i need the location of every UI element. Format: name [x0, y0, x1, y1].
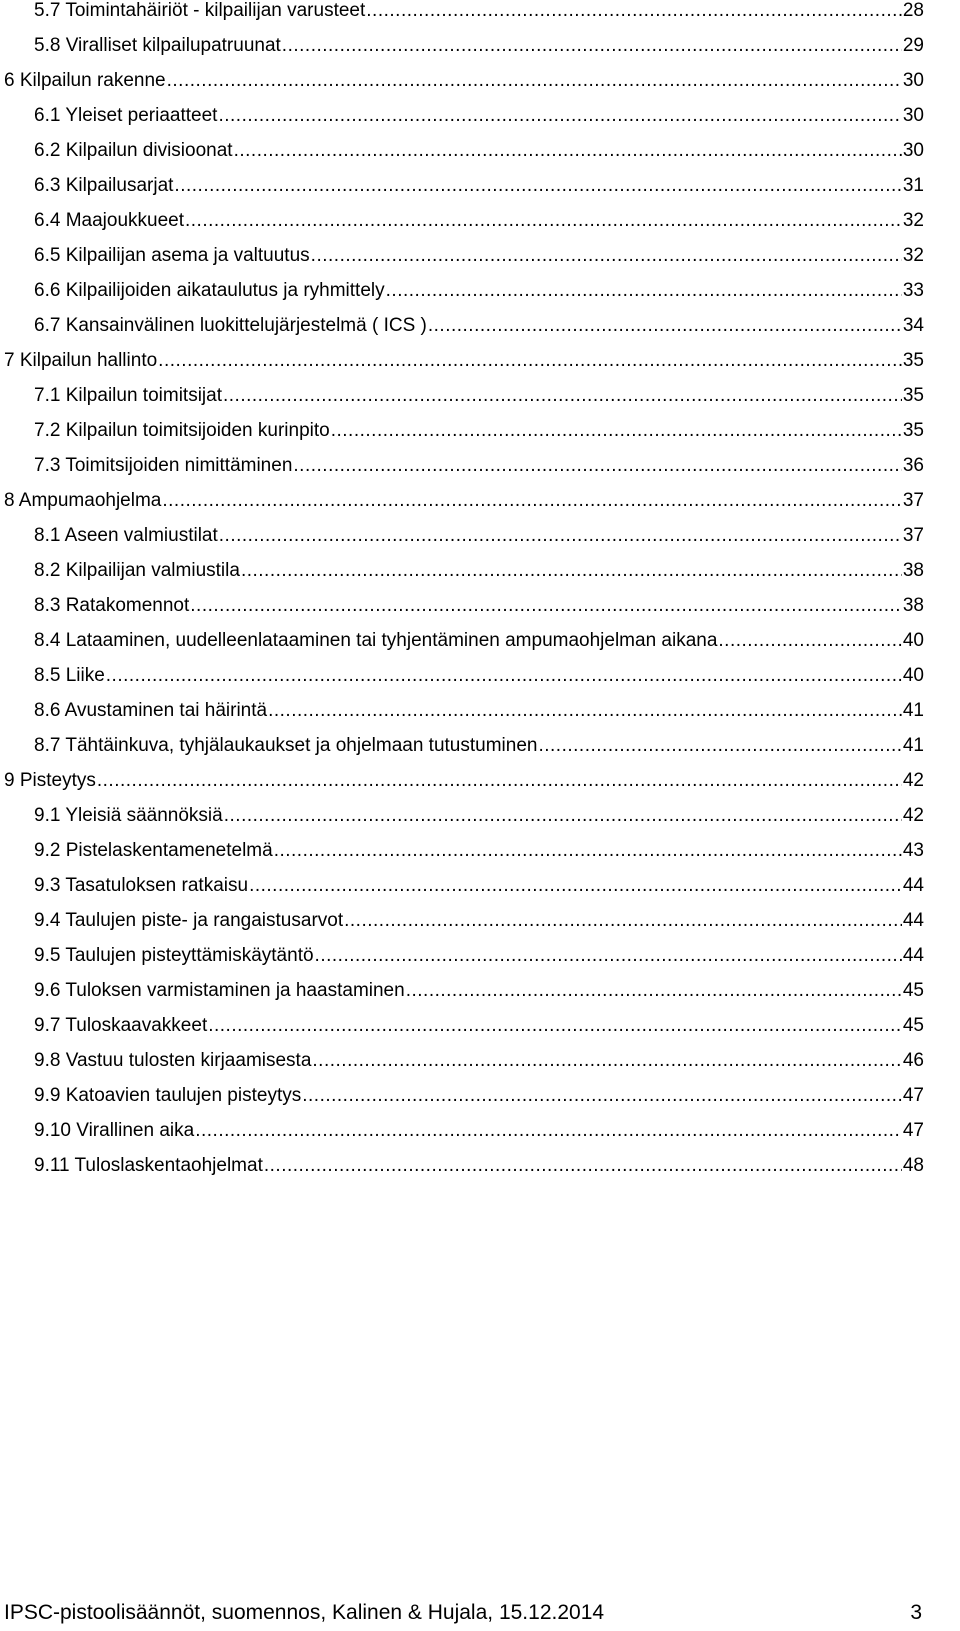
- footer-page-number: 3: [910, 1601, 922, 1624]
- toc-entry[interactable]: [4, 735, 924, 770]
- toc-entry-title: 9.10 Virallinen aika: [34, 1120, 195, 1141]
- toc-entry-title: 6.3 Kilpailusarjat: [34, 175, 174, 196]
- toc-entry[interactable]: [4, 1085, 924, 1120]
- toc-dot-leader: [312, 1050, 901, 1072]
- toc-dot-leader: [158, 350, 902, 372]
- toc-entry-title: 8.7 Tähtäinkuva, tyhjälaukaukset ja ohjelmaan tutustuminen: [34, 735, 538, 756]
- toc-entry-page-number: 35: [902, 420, 924, 441]
- toc-entry-title: 9.11 Tuloslaskentaohjelmat: [34, 1155, 263, 1176]
- toc-entry-title: 5.8 Viralliset kilpailupatruunat: [34, 35, 281, 56]
- toc-entry-title: 6.7 Kansainvälinen luokittelujärjestelmä ( ICS ): [34, 315, 427, 336]
- toc-dot-leader: [274, 840, 902, 862]
- footer-text: IPSC-pistoolisäännöt, suomennos, Kalinen & Hujala, 15.12.2014: [4, 1601, 605, 1624]
- toc-entry-title: 7 Kilpailun hallinto: [4, 350, 158, 371]
- toc-entry-page-number: 35: [902, 350, 924, 371]
- toc-entry-page-number: 44: [902, 875, 924, 896]
- toc-entry[interactable]: [4, 980, 924, 1015]
- toc-dot-leader: [241, 560, 902, 582]
- toc-entry[interactable]: [4, 490, 924, 525]
- toc-entry[interactable]: [4, 1015, 924, 1050]
- toc-entry-page-number: 30: [902, 70, 924, 91]
- toc-entry-title: 8.3 Ratakomennot: [34, 595, 190, 616]
- toc-entry[interactable]: [4, 665, 924, 700]
- toc-entry-title: 9.9 Katoavien taulujen pisteytys: [34, 1085, 302, 1106]
- toc-dot-leader: [223, 385, 902, 407]
- toc-entry-title: 9.3 Tasatuloksen ratkaisu: [34, 875, 249, 896]
- toc-dot-leader: [264, 1155, 902, 1177]
- toc-entry-page-number: 41: [902, 700, 924, 721]
- toc-entry-page-number: 44: [902, 945, 924, 966]
- toc-dot-leader: [97, 770, 902, 792]
- toc-dot-leader: [302, 1085, 902, 1107]
- toc-entry[interactable]: [4, 420, 924, 455]
- toc-entry-title: 9.7 Tuloskaavakkeet: [34, 1015, 208, 1036]
- toc-entry-title: 6.5 Kilpailijan asema ja valtuutus: [34, 245, 310, 266]
- toc-entry-page-number: 45: [902, 980, 924, 1001]
- toc-entry-page-number: 43: [902, 840, 924, 861]
- toc-entry[interactable]: [4, 1120, 924, 1155]
- toc-entry-title: 5.7 Toimintahäiriöt - kilpailijan varusteet: [34, 0, 366, 21]
- toc-entry-page-number: 44: [902, 910, 924, 931]
- toc-dot-leader: [195, 1120, 902, 1142]
- toc-dot-leader: [538, 735, 901, 757]
- toc-dot-leader: [311, 245, 902, 267]
- toc-entry-title: 7.2 Kilpailun toimitsijoiden kurinpito: [34, 420, 330, 441]
- toc-entry-title: 8.1 Aseen valmiustilat: [34, 525, 218, 546]
- toc-entry-title: 9.4 Taulujen piste- ja rangaistusarvot: [34, 910, 344, 931]
- toc-entry-title: 8.5 Liike: [34, 665, 105, 686]
- table-of-contents: [4, 0, 924, 1190]
- toc-entry-title: 9.2 Pistelaskentamenetelmä: [34, 840, 273, 861]
- toc-entry[interactable]: [4, 630, 924, 665]
- toc-entry-title: 8.2 Kilpailijan valmiustila: [34, 560, 240, 581]
- toc-dot-leader: [282, 35, 902, 57]
- toc-dot-leader: [224, 805, 902, 827]
- toc-dot-leader: [293, 455, 901, 477]
- toc-entry[interactable]: [4, 910, 924, 945]
- toc-entry-page-number: 35: [902, 385, 924, 406]
- toc-entry-title: 8 Ampumaohjelma: [4, 490, 162, 511]
- toc-entry-page-number: 38: [902, 595, 924, 616]
- toc-entry-page-number: 32: [902, 245, 924, 266]
- toc-entry[interactable]: [4, 560, 924, 595]
- toc-entry[interactable]: [4, 595, 924, 630]
- toc-dot-leader: [406, 980, 902, 1002]
- toc-entry-page-number: 32: [902, 210, 924, 231]
- toc-entry-page-number: 36: [902, 455, 924, 476]
- toc-entry-title: 8.4 Lataaminen, uudelleenlataaminen tai tyhjentäminen ampumaohjelman aikana: [34, 630, 718, 651]
- toc-dot-leader: [249, 875, 902, 897]
- toc-dot-leader: [185, 210, 902, 232]
- toc-entry-page-number: 40: [902, 665, 924, 686]
- toc-entry[interactable]: [4, 35, 924, 70]
- toc-entry-title: 6.2 Kilpailun divisioonat: [34, 140, 233, 161]
- toc-entry-title: 9.8 Vastuu tulosten kirjaamisesta: [34, 1050, 312, 1071]
- page-footer: [4, 1601, 922, 1625]
- toc-dot-leader: [219, 525, 902, 547]
- toc-dot-leader: [344, 910, 902, 932]
- toc-entry[interactable]: [4, 805, 924, 840]
- toc-entry-page-number: 37: [902, 525, 924, 546]
- toc-entry[interactable]: [4, 140, 924, 175]
- toc-dot-leader: [174, 175, 901, 197]
- toc-entry[interactable]: [4, 210, 924, 245]
- toc-dot-leader: [366, 0, 902, 22]
- toc-entry-page-number: 34: [902, 315, 924, 336]
- toc-entry-page-number: 40: [902, 630, 924, 651]
- toc-dot-leader: [106, 665, 902, 687]
- toc-entry-title: 9.6 Tuloksen varmistaminen ja haastaminen: [34, 980, 405, 1001]
- toc-entry[interactable]: [4, 1050, 924, 1085]
- toc-entry-page-number: 42: [902, 805, 924, 826]
- toc-entry[interactable]: [4, 525, 924, 560]
- toc-entry[interactable]: [4, 945, 924, 980]
- toc-entry[interactable]: [4, 875, 924, 910]
- toc-entry-page-number: 28: [902, 0, 924, 21]
- toc-entry-title: 6 Kilpailun rakenne: [4, 70, 166, 91]
- toc-entry-title: 6.4 Maajoukkueet: [34, 210, 184, 231]
- toc-entry-page-number: 41: [902, 735, 924, 756]
- toc-entry[interactable]: [4, 350, 924, 385]
- toc-entry[interactable]: [4, 280, 924, 315]
- toc-entry[interactable]: [4, 700, 924, 735]
- toc-dot-leader: [386, 280, 902, 302]
- toc-entry-title: 9 Pisteytys: [4, 770, 96, 791]
- toc-entry[interactable]: [4, 455, 924, 490]
- toc-entry-page-number: 30: [902, 140, 924, 161]
- toc-entry-title: 7.1 Kilpailun toimitsijat: [34, 385, 222, 406]
- toc-dot-leader: [218, 105, 901, 127]
- toc-entry-page-number: 30: [902, 105, 924, 126]
- toc-entry[interactable]: [4, 245, 924, 280]
- toc-entry[interactable]: [4, 0, 924, 35]
- toc-dot-leader: [208, 1015, 902, 1037]
- toc-dot-leader: [190, 595, 902, 617]
- toc-entry-title: 9.5 Taulujen pisteyttämiskäytäntö: [34, 945, 314, 966]
- toc-dot-leader: [162, 490, 901, 512]
- toc-entry-page-number: 38: [902, 560, 924, 581]
- toc-entry-title: 9.1 Yleisiä säännöksiä: [34, 805, 223, 826]
- toc-entry[interactable]: [4, 175, 924, 210]
- toc-entry[interactable]: [4, 315, 924, 350]
- toc-entry[interactable]: [4, 840, 924, 875]
- toc-dot-leader: [167, 70, 902, 92]
- toc-dot-leader: [428, 315, 902, 337]
- toc-entry-title: 7.3 Toimitsijoiden nimittäminen: [34, 455, 293, 476]
- toc-dot-leader: [331, 420, 902, 442]
- toc-dot-leader: [268, 700, 902, 722]
- toc-entry-page-number: 46: [902, 1050, 924, 1071]
- toc-entry-page-number: 29: [902, 35, 924, 56]
- toc-dot-leader: [315, 945, 902, 967]
- toc-entry[interactable]: [4, 770, 924, 805]
- toc-dot-leader: [234, 140, 902, 162]
- toc-entry-page-number: 33: [902, 280, 924, 301]
- toc-entry-page-number: 31: [902, 175, 924, 196]
- toc-entry[interactable]: [4, 385, 924, 420]
- toc-entry-page-number: 42: [902, 770, 924, 791]
- toc-entry-page-number: 47: [902, 1120, 924, 1141]
- toc-entry[interactable]: [4, 70, 924, 105]
- toc-entry[interactable]: [4, 1155, 924, 1190]
- toc-entry-title: 6.1 Yleiset periaatteet: [34, 105, 218, 126]
- toc-entry-page-number: 37: [902, 490, 924, 511]
- toc-dot-leader: [718, 630, 901, 652]
- toc-entry[interactable]: [4, 105, 924, 140]
- toc-entry-page-number: 48: [902, 1155, 924, 1176]
- toc-entry-title: 6.6 Kilpailijoiden aikataulutus ja ryhmittely: [34, 280, 385, 301]
- toc-entry-page-number: 45: [902, 1015, 924, 1036]
- toc-entry-title: 8.6 Avustaminen tai häirintä: [34, 700, 268, 721]
- toc-entry-page-number: 47: [902, 1085, 924, 1106]
